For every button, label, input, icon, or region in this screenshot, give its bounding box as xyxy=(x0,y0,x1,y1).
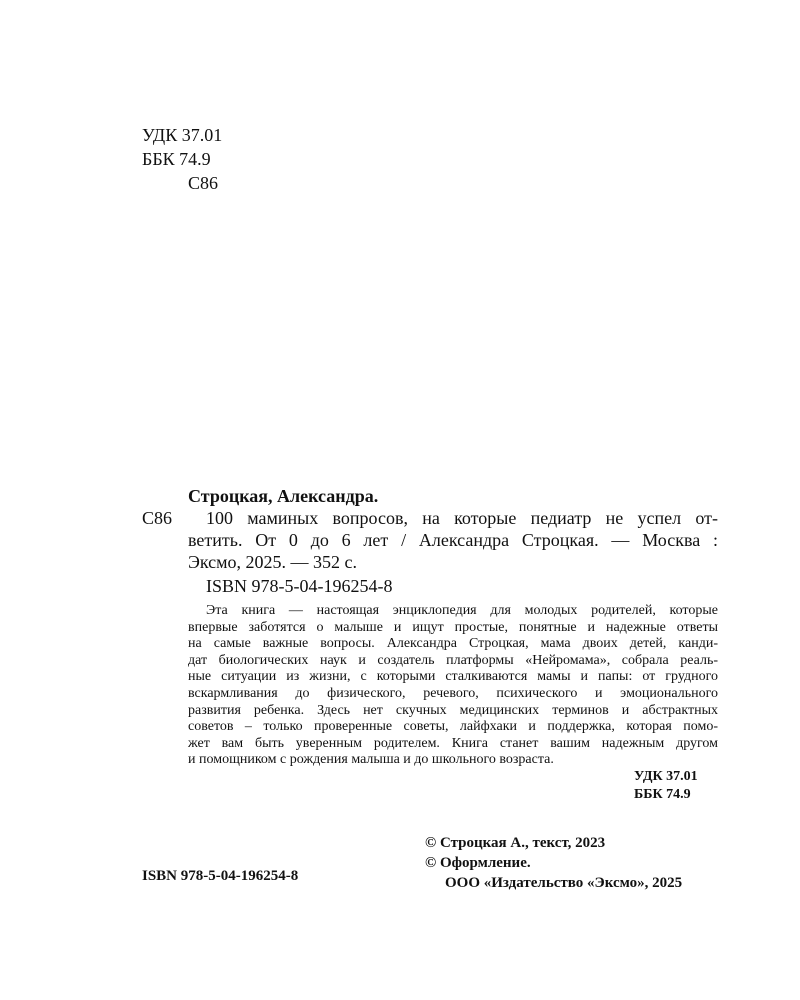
abstract-line: впервые заботятся о малыше и ищут простые, понятные и надежные ответы xyxy=(188,619,718,635)
abstract-line: ные ситуации из жизни, с которыми сталкиваются мамы и папы: от грудного xyxy=(188,669,718,685)
bottom-isbn: ISBN 978-5-04-196254-8 xyxy=(142,868,299,884)
description-line: Эксмо, 2025. — 352 с. xyxy=(188,552,358,572)
description-line: 100 маминых вопросов, на которые педиатр не успел от- xyxy=(206,508,718,528)
abstract-line: развития ребенка. Здесь нет скучных медицинских терминов и абстрактных xyxy=(188,702,718,718)
abstract-line: на самые важные вопросы. Александра Строцкая, мама двоих детей, канди- xyxy=(188,636,718,652)
classification-block xyxy=(142,123,222,195)
udk-code: УДК 37.01 xyxy=(142,125,223,145)
abstract-line: Эта книга — настоящая энциклопедия для молодых родителей, которые xyxy=(206,603,718,618)
copyright-design-line: © Оформление. xyxy=(425,855,531,871)
copyright-block xyxy=(425,833,682,893)
abstract-line: вскармливания до физического, речевого, психического и эмоционального xyxy=(188,685,718,701)
author-heading: Строцкая, Александра. xyxy=(188,486,379,506)
abstract-line: дат биологических наук и создатель платформы «Нейромама», собрала реаль- xyxy=(188,652,718,668)
description-line: ветить. От 0 до 6 лет / Александра Строцкая. — Москва : xyxy=(188,530,718,550)
copyright-publisher-line: ООО «Издательство «Эксмо», 2025 xyxy=(445,875,683,891)
bbk-code: ББК 74.9 xyxy=(142,149,211,169)
author-sign: С86 xyxy=(188,173,219,193)
abstract-line: и помощником с рождения малыша и до школьного возраста. xyxy=(188,752,554,768)
copyright-text-line: © Строцкая А., текст, 2023 xyxy=(425,835,606,851)
abstract-classification xyxy=(634,768,698,804)
abstract-bbk: ББК 74.9 xyxy=(634,787,691,802)
abstract-udk: УДК 37.01 xyxy=(634,769,698,784)
entry-isbn: ISBN 978-5-04-196254-8 xyxy=(206,576,393,596)
entry-author-sign: С86 xyxy=(142,508,173,528)
abstract-line: жет вам быть уверенным родителем. Книга станет вашим надежным другом xyxy=(188,735,718,751)
bibliographic-description xyxy=(188,507,718,573)
abstract-line: советов – только проверенные советы, лайфхаки и поддержка, которая помо- xyxy=(188,719,718,735)
abstract xyxy=(188,603,718,769)
